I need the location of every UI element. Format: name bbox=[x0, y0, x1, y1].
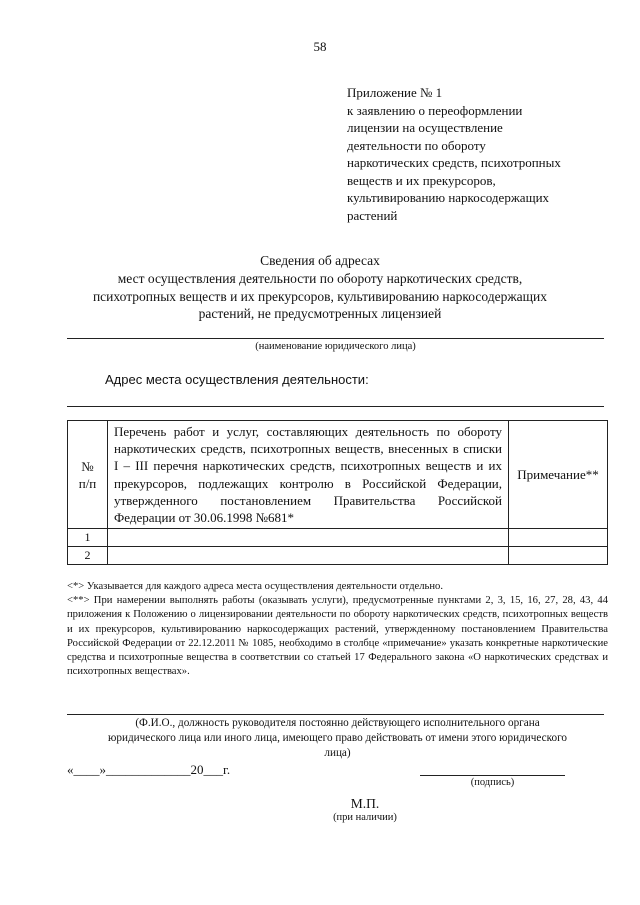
services-table bbox=[67, 420, 608, 565]
signer-line bbox=[67, 714, 604, 715]
appendix-line: лицензии на осуществление bbox=[347, 120, 503, 135]
signer-caption-line: (Ф.И.О., должность руководителя постоянно действующего исполнительного органа bbox=[135, 717, 540, 729]
page-number: 58 bbox=[313, 39, 327, 54]
title-line: мест осуществления деятельности по обороту наркотических средств, bbox=[117, 270, 523, 286]
row-services-cell[interactable] bbox=[108, 529, 509, 547]
appendix-line: веществ и их прекурсоров, bbox=[347, 172, 496, 188]
signer-caption bbox=[60, 716, 615, 761]
row-note-cell[interactable] bbox=[509, 547, 608, 565]
header-services-list: Перечень работ и услуг, составляющих деятельность по обороту наркотических средств, психотропных веществ, внесенных в списки I – III перечня наркотических средств, психотропных веществ и их прекурсоров, подлежащих контролю в Российской Федерации, утвержденного постановлением Правительства Российской Федерации от 30.06.1998 №681* bbox=[108, 421, 509, 529]
org-name-caption: (наименование юридического лица) bbox=[255, 341, 416, 352]
address-label: Адрес места осуществления деятельности: bbox=[105, 372, 369, 387]
appendix-line: Приложение № 1 bbox=[347, 85, 443, 100]
title-line: Сведения об адресах bbox=[260, 253, 380, 268]
table-header-row bbox=[68, 421, 608, 529]
stamp-note: (при наличии) bbox=[333, 812, 397, 823]
document-title bbox=[60, 252, 580, 323]
table-row bbox=[68, 529, 608, 547]
appendix-heading bbox=[347, 84, 617, 224]
appendix-line: наркотических средств, психотропных bbox=[347, 155, 561, 170]
footnote: <*> Указывается для каждого адреса места осуществления деятельности отдельно. bbox=[67, 581, 443, 592]
signature-line bbox=[420, 775, 565, 776]
appendix-line: к заявлению о переоформлении bbox=[347, 102, 523, 118]
stamp-label: М.П. bbox=[350, 796, 380, 811]
row-note-cell[interactable] bbox=[509, 529, 608, 547]
appendix-line: деятельности по обороту bbox=[347, 137, 486, 153]
row-services-cell[interactable] bbox=[108, 547, 509, 565]
header-note: Примечание** bbox=[509, 421, 608, 529]
appendix-line: растений bbox=[347, 207, 398, 223]
title-line: растений, не предусмотренных лицензией bbox=[198, 306, 442, 322]
header-num bbox=[68, 421, 108, 529]
address-line bbox=[67, 406, 604, 407]
footnotes bbox=[67, 580, 608, 679]
header-num-line: № bbox=[81, 458, 94, 474]
footnote: <**> При намерении выполнять работы (оказывать услуги), предусмотренные пунктами 2, 3, 15, 16, 27, 28, 43, 44 приложения к Положению о лицензировании деятельности по обороту наркотических средств, психотропных веществ и их прекурсоров, культивированию наркосодержащих растений, утвержденному постановлением Правительства Российской Федерации от 22.12.2011 № 1085, необходимо в столбце «примечание» указать конкретные наркотические средства и психотропные вещества в соответствии со статьей 17 Федерального закона «О наркотических средствах и психотропных веществах». bbox=[67, 595, 608, 678]
signature-caption: (подпись) bbox=[470, 777, 515, 788]
signer-caption-line: лица) bbox=[324, 747, 351, 759]
table-row bbox=[68, 547, 608, 565]
row-num: 1 bbox=[68, 529, 108, 547]
row-num: 2 bbox=[68, 547, 108, 565]
appendix-line: культивированию наркосодержащих bbox=[347, 190, 550, 205]
header-num-line: п/п bbox=[78, 475, 97, 491]
date-field[interactable]: «____»_____________20___г. bbox=[67, 762, 231, 777]
org-name-line bbox=[67, 338, 604, 339]
title-line: психотропных веществ и их прекурсоров, культивированию наркосодержащих bbox=[92, 288, 548, 304]
signer-caption-line: юридического лица или иного лица, имеющего право действовать от имени этого юридического bbox=[108, 732, 567, 744]
